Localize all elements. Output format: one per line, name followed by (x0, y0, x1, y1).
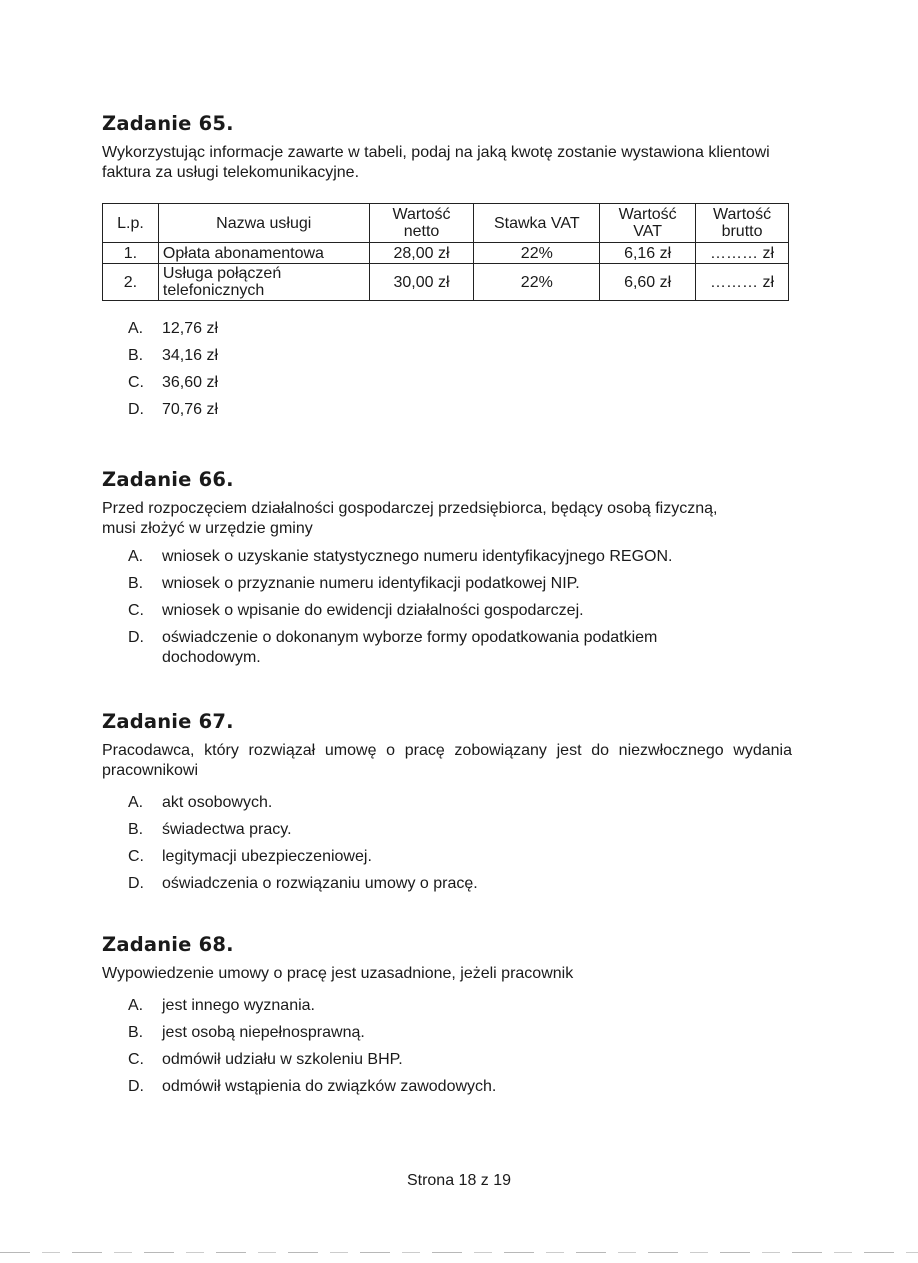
cell-service-name: Opłata abonamentowa (158, 243, 369, 264)
cell-gross-value: ……… zł (696, 243, 789, 264)
answer-option-b[interactable]: B. jest osobą niepełnosprawną. (128, 1024, 365, 1041)
task-67-title: Zadanie 67. (102, 710, 234, 733)
answer-option-b[interactable]: B. świadectwa pracy. (128, 821, 292, 838)
header-vat-rate: Stawka VAT (474, 204, 600, 243)
answer-option-c[interactable]: C. legitymacji ubezpieczeniowej. (128, 848, 372, 865)
answer-option-a[interactable]: A. jest innego wyznania. (128, 997, 315, 1014)
answer-option-c[interactable]: C. odmówił udziału w szkoleniu BHP. (128, 1051, 403, 1068)
header-net-value: Wartość netto (369, 204, 474, 243)
task-65-question: Wykorzystując informacje zawarte w tabeli, podaj na jaką kwotę zostanie wystawiona klientowi faktura za usługi telekomunikacyjne. (102, 144, 770, 181)
cell-lp: 2. (103, 264, 159, 301)
header-service-name: Nazwa usługi (158, 204, 369, 243)
task-65-options (128, 319, 792, 420)
answer-option-a[interactable]: A. akt osobowych. (128, 794, 273, 811)
answer-option-d[interactable]: D. oświadczenia o rozwiązaniu umowy o pracę. (128, 875, 478, 892)
task-65 (102, 112, 792, 427)
table-row (103, 243, 789, 264)
answer-option-c[interactable]: C. 36,60 zł (128, 374, 219, 391)
page-number: Strona 18 z 19 (406, 1172, 512, 1189)
header-vat-value: Wartość VAT (600, 204, 696, 243)
vat-table-header-row (103, 204, 789, 243)
answer-option-d[interactable]: D. oświadczenie o dokonanym wyborze formy opodatkowania podatkiem dochodowym. (128, 629, 658, 666)
task-66-options (128, 547, 792, 668)
scan-artifact-divider (0, 1252, 918, 1253)
task-67-question: Pracodawca, który rozwiązał umowę o pracę zobowiązany jest do niezwłocznego wydania pracownikowi (102, 742, 792, 779)
cell-vat-rate: 22% (474, 264, 600, 301)
table-row (103, 264, 789, 301)
answer-option-a[interactable]: A. wniosek o uzyskanie statystycznego numeru identyfikacyjnego REGON. (128, 548, 673, 565)
answer-option-b[interactable]: B. 34,16 zł (128, 347, 219, 364)
cell-net-value: 28,00 zł (369, 243, 474, 264)
task-66-question: Przed rozpoczęciem działalności gospodarczej przedsiębiorca, będący osobą fizyczną, musi złożyć w urzędzie gminy (102, 500, 718, 537)
task-68-question: Wypowiedzenie umowy o pracę jest uzasadnione, jeżeli pracownik (102, 965, 574, 982)
task-65-title: Zadanie 65. (102, 112, 234, 135)
cell-service-name: Usługa połączeń telefonicznych (158, 264, 369, 301)
header-lp: L.p. (103, 204, 159, 243)
cell-net-value: 30,00 zł (369, 264, 474, 301)
header-gross-value: Wartość brutto (696, 204, 789, 243)
cell-vat-value: 6,60 zł (600, 264, 696, 301)
answer-option-a[interactable]: A. 12,76 zł (128, 320, 219, 337)
answer-option-d[interactable]: D. 70,76 zł (128, 401, 219, 418)
vat-table (102, 203, 789, 301)
cell-vat-value: 6,16 zł (600, 243, 696, 264)
task-68 (102, 933, 792, 1104)
answer-option-c[interactable]: C. wniosek o wpisanie do ewidencji działalności gospodarczej. (128, 602, 584, 619)
task-67-options (128, 793, 792, 894)
cell-lp: 1. (103, 243, 159, 264)
cell-gross-value: ……… zł (696, 264, 789, 301)
answer-option-d[interactable]: D. odmówił wstąpienia do związków zawodowych. (128, 1078, 497, 1095)
cell-vat-rate: 22% (474, 243, 600, 264)
task-66-title: Zadanie 66. (102, 468, 234, 491)
task-67 (102, 710, 792, 901)
task-68-options (128, 996, 792, 1097)
task-66 (102, 468, 792, 675)
task-68-title: Zadanie 68. (102, 933, 234, 956)
answer-option-b[interactable]: B. wniosek o przyznanie numeru identyfikacji podatkowej NIP. (128, 575, 580, 592)
